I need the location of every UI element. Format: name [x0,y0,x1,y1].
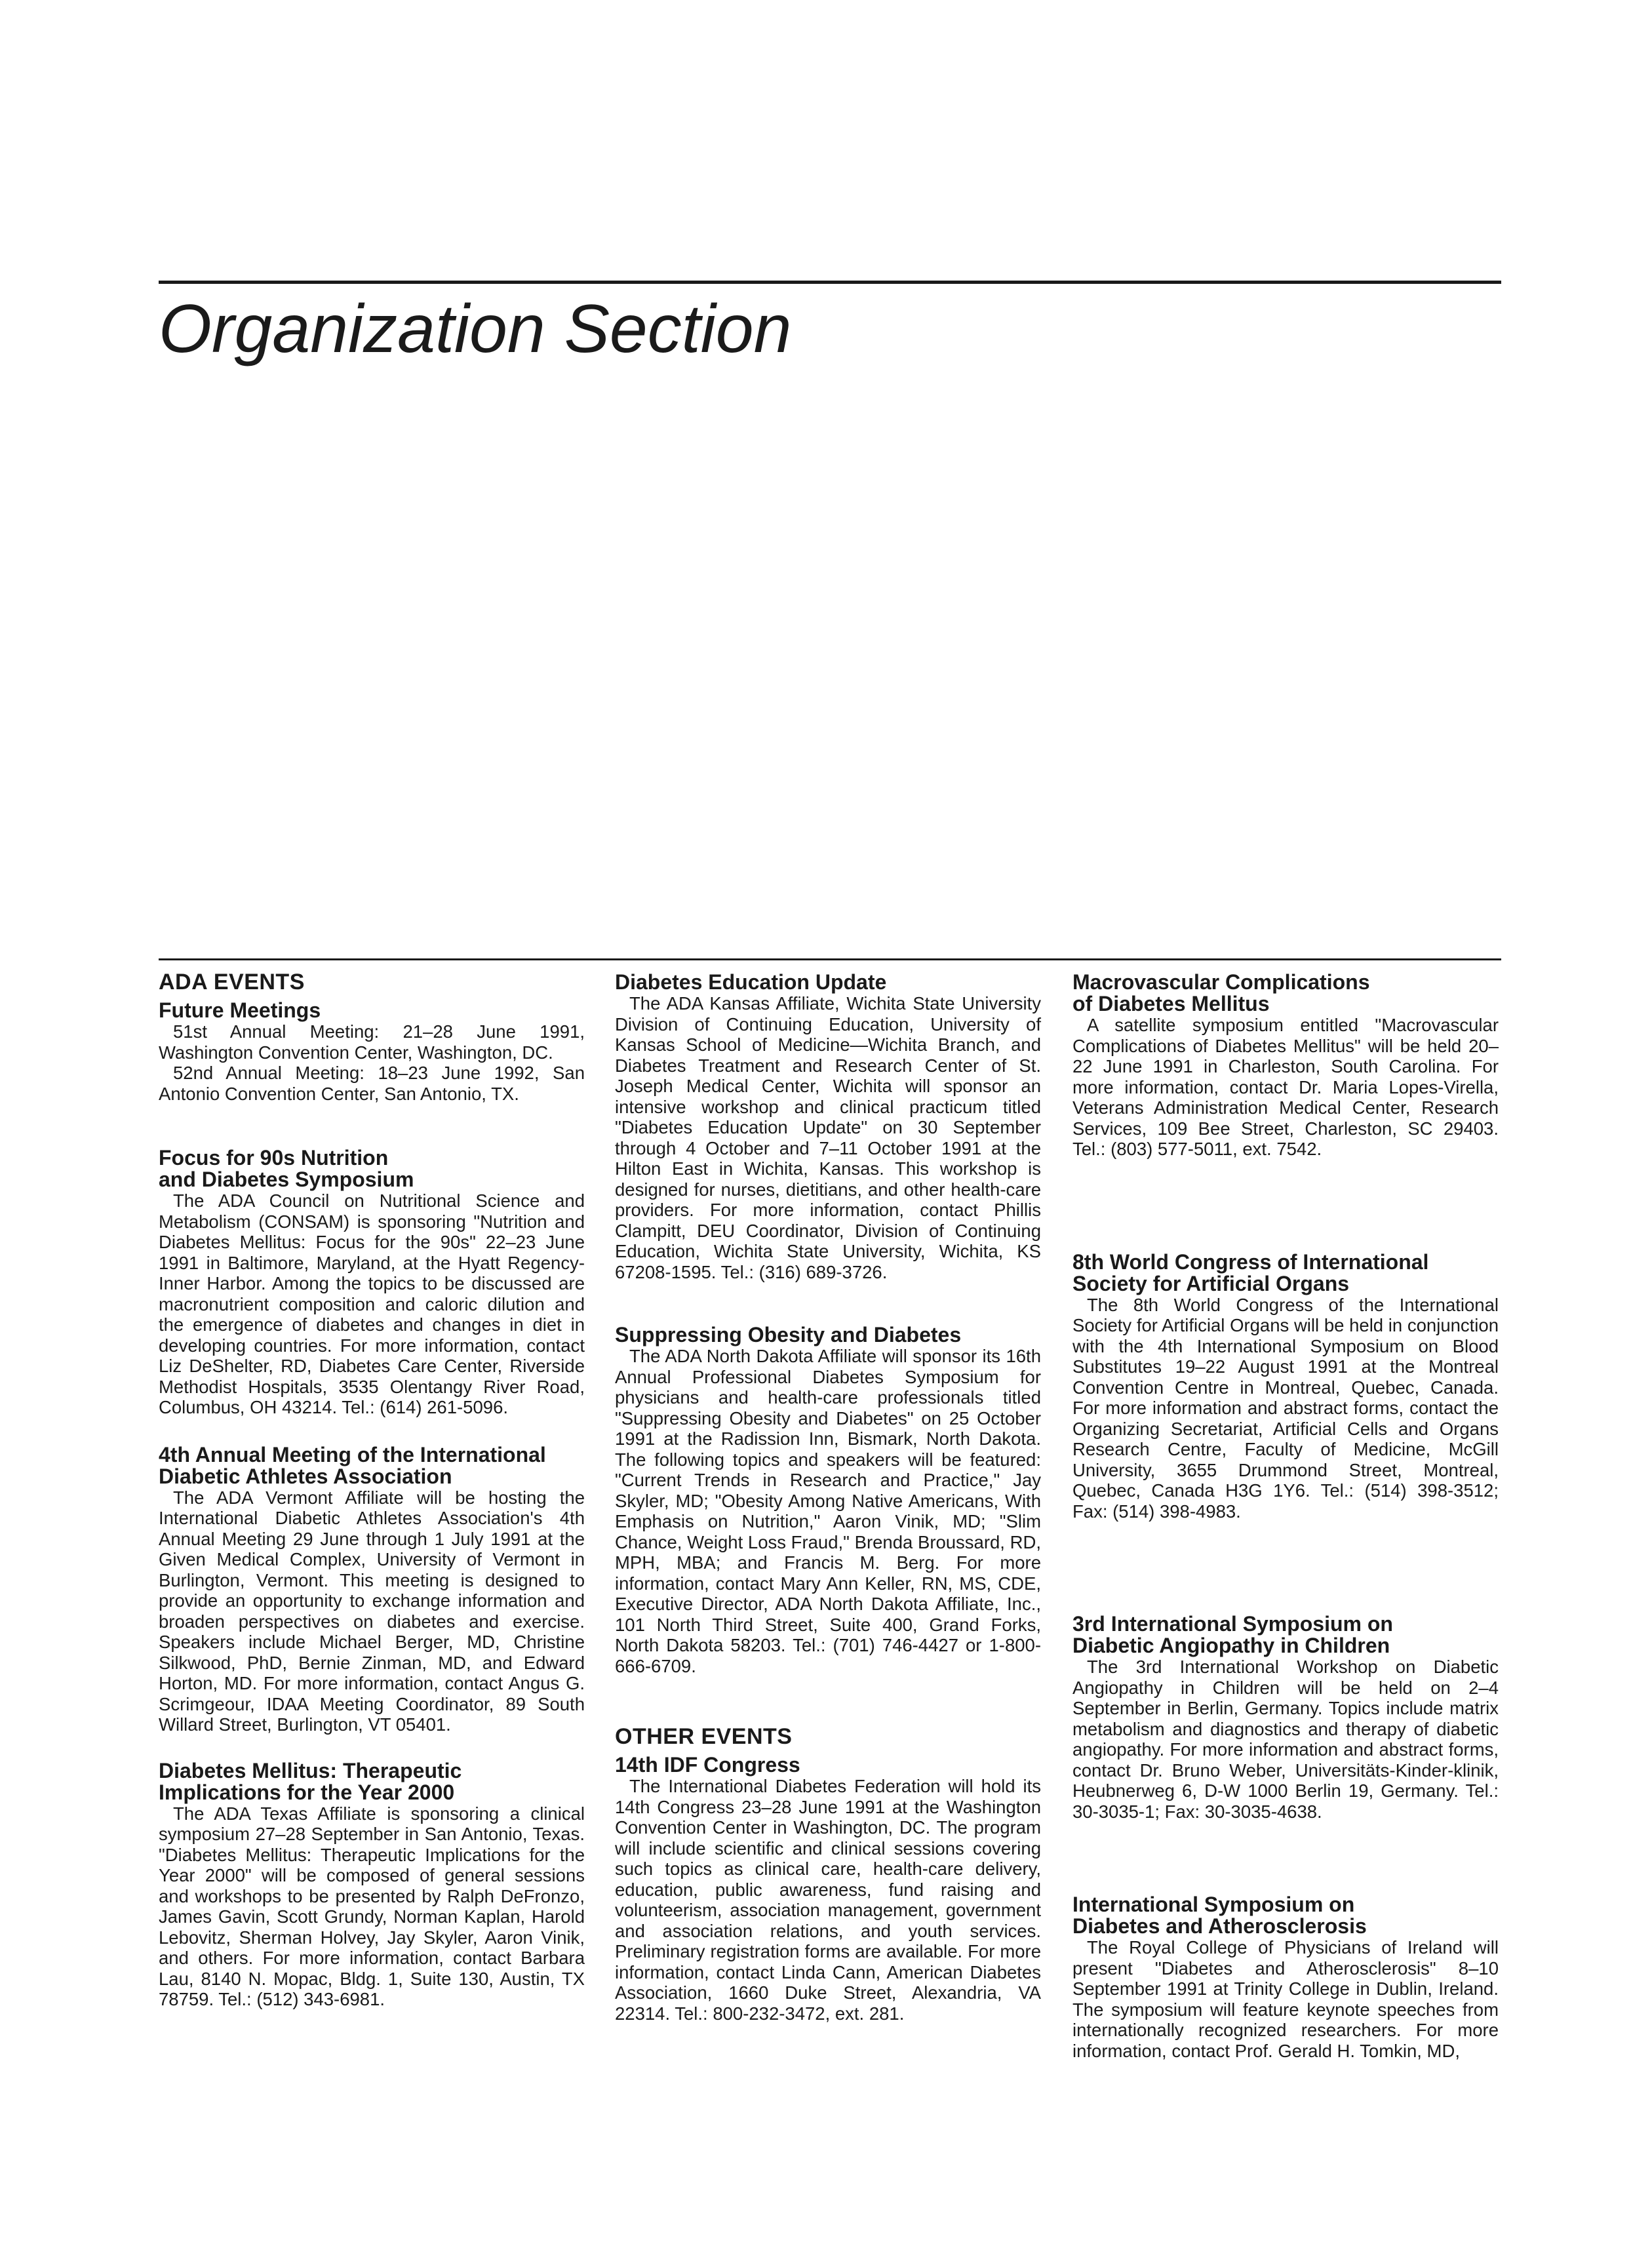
article-heading [159,1147,585,1190]
article-body: The ADA Texas Affiliate is sponsoring a clinical symposium 27–28 September in San Antonio, Texas. "Diabetes Mellitus: Therapeutic Implications for the Year 2000" will be composed of general sessions and workshops to be presented by Ralph DeFronzo, James Gavin, Scott Grundy, Norman Kaplan, Harold Lebovitz, Sherman Holvey, Jay Skyler, Aaron Vinik, and others. For more information, contact Barbara Lau, 8140 N. Mopac, Bldg. 1, Suite 130, Austin, TX 78759. Tel.: (512) 343-6981. [159,1803,585,2009]
article-heading: Diabetes Education Update [615,970,887,994]
article-macrovascular-complications [1072,972,1499,1160]
article-heading [1072,972,1499,1015]
article-heading-line: of Diabetes Mellitus [1072,992,1270,1015]
article-body: 52nd Annual Meeting: 18–23 June 1992, San Antonio Convention Center, San Antonio, TX. [159,1063,585,1104]
article-body: 51st Annual Meeting: 21–28 June 1991, Washington Convention Center, Washington, DC. [159,1021,585,1063]
article-heading [159,1444,585,1487]
article-focus-90s-nutrition [159,1147,585,1418]
article-artificial-organs [1072,1251,1499,1522]
article-body: The ADA North Dakota Affiliate will sponsor its 16th Annual Professional Diabetes Symposium for physicians and health-care professionals titled "Suppressing Obesity and Diabetes" on 25 October 1991 at the Radission Inn, Bismark, North Dakota. The following topics and speakers will be featured: "Current Trends in Research and Practice," Jay Skyler, MD; "Obesity Among Native Americans, With Emphasis on Nutrition," Aaron Vinik, MD; "Slim Chance, Weight Loss Fraud," Brenda Broussard, RD, MPH, MBA; and Francis M. Berg. For more information, contact Mary Ann Keller, RN, MS, CDE, Executive Director, ADA North Dakota Affiliate, Inc., 101 North Third Street, Suite 400, Grand Forks, North Dakota 58203. Tel.: (701) 746-4427 or 1-800-666-6709. [615,1346,1041,1676]
article-body: The ADA Council on Nutritional Science and Metabolism (CONSAM) is sponsoring "Nutrition and Diabetes Mellitus: Focus for the 90s" 22–23 June 1991 in Baltimore, Maryland, at the Hyatt Regency-Inner Harbor. Among the topics to be discussed are macronutrient composition and caloric dilution and the emergence of diabetes and changes in diet in developing countries. For more information, contact Liz DeShelter, RD, Diabetes Care Center, Riverside Methodist Hospitals, 3535 Olentangy River Road, Columbus, OH 43214. Tel.: (614) 261-5096. [159,1190,585,1417]
article-body: The 3rd International Workshop on Diabetic Angiopathy in Children will be held on 2–4 September in Berlin, Germany. Topics include matrix metabolism and diagnostics and therapy of diabetic angiopathy. For more information and abstract forms, contact Dr. Bruno Weber, Universitäts-Kinder-klinik, Heubnerweg 6, D-W 1000 Berlin 19, Germany. Tel.: 30-3035-1; Fax: 30-3035-4638. [1072,1657,1499,1822]
section-rule [159,958,1501,960]
article-body: The International Diabetes Federation will hold its 14th Congress 23–28 June 1991 at the Washington Convention Center in Washington, DC. The program will include scientific and clinical sessions covering such topics as clinical care, health-care delivery, education, public awareness, fund raising and volunteerism, association management, government and association relations, and youth services. Preliminary registration forms are available. For more information, contact Linda Cann, American Diabetes Association, 1660 Duke Street, Alexandria, VA 22314. Tel.: 800-232-3472, ext. 281. [615,1776,1041,2024]
article-heading-line: Diabetic Angiopathy in Children [1072,1634,1390,1657]
column-2 [615,972,1041,2024]
ada-events-heading: ADA EVENTS [159,970,305,994]
article-body: A satellite symposium entitled "Macrovascular Complications of Diabetes Mellitus" will be held 20–22 June 1991 in Charleston, South Carolina. For more information, contact Dr. Maria Lopes-Virella, Veterans Administration Medical Center, Research Services, 109 Bee Street, Charleston, SC 29403. Tel.: (803) 577-5011, ext. 7542. [1072,1015,1499,1159]
article-diabetic-angiopathy [1072,1613,1499,1822]
article-heading [1072,1251,1499,1295]
article-heading-line: and Diabetes Symposium [159,1168,414,1191]
column-3 [1072,972,1499,2061]
article-heading-line: Implications for the Year 2000 [159,1780,455,1804]
column-1 [159,972,585,2010]
article-heading-line: Society for Artificial Organs [1072,1271,1350,1295]
article-diabetic-athletes [159,1444,585,1735]
article-heading: 14th IDF Congress [615,1753,800,1777]
article-future-meetings [159,1000,585,1104]
article-body: The 8th World Congress of the International Society for Artificial Organs will be held in conjunction with the 4th International Symposium on Blood Substitutes 19–22 August 1991 at the Montreal Convention Centre in Montreal, Quebec, Canada. For more information and abstract forms, contact the Organizing Secretariat, Artificial Cells and Organs Research Centre, Faculty of Medicine, McGill University, 3655 Drummond Street, Montreal, Quebec, Canada H3G 1Y6. Tel.: (514) 398-3512; Fax: (514) 398-4983. [1072,1294,1499,1522]
article-body: The ADA Kansas Affiliate, Wichita State University Division of Continuing Education, University of Kansas School of Medicine—Wichita Branch, and Diabetes Treatment and Research Center of St. Joseph Medical Center, Wichita will sponsor an intensive workshop and clinical practicum titled "Diabetes Education Update" on 30 September through 4 October and 7–11 October 1991 at the Hilton East in Wichita, Kansas. This workshop is designed for nurses, dietitians, and other health-care providers. For more information, contact Phillis Clampitt, DEU Coordinator, Division of Continuing Education, Wichita State University, Wichita, KS 67208-1595. Tel.: (316) 689-3726. [615,993,1041,1282]
article-diabetes-education-update [615,972,1041,1282]
article-heading-line: 4th Annual Meeting of the International [159,1442,546,1466]
article-therapeutic-implications [159,1760,585,2010]
article-body: The ADA Vermont Affiliate will be hosting the International Diabetic Athletes Association's 4th Annual Meeting 29 June through 1 July 1991 at the Given Medical Complex, University of Vermont in Burlington, Vermont. This meeting is designed to provide an opportunity to exchange information and broaden perspectives on diabetes and exercise. Speakers include Michael Berger, MD, Christine Silkwood, PhD, Bernie Zinman, MD, and Edward Horton, MD. For more information, contact Angus G. Scrimgeour, IDAA Meeting Coordinator, 89 South Willard Street, Burlington, VT 05401. [159,1487,585,1735]
article-suppressing-obesity [615,1324,1041,1676]
article-heading-line: International Symposium on [1072,1893,1355,1916]
article-heading-line: 8th World Congress of International [1072,1249,1429,1274]
article-heading-line: Focus for 90s Nutrition [159,1146,389,1170]
other-events-section [615,1726,1041,2024]
article-heading-line: Macrovascular Complications [1072,970,1370,994]
article-heading-line: Diabetic Athletes Association [159,1464,452,1488]
top-rule [159,281,1501,284]
article-heading-line: 3rd International Symposium on [1072,1612,1393,1636]
article-heading [1072,1613,1499,1657]
article-heading [159,1760,585,1803]
article-body: The Royal College of Physicians of Ireland will present "Diabetes and Atherosclerosis" 8–10 September 1991 at Trinity College in Dublin, Ireland. The symposium will feature keynote speeches from internationally recognized researchers. For more information, contact Prof. Gerald H. Tomkin, MD, [1072,1937,1499,2061]
article-diabetes-atherosclerosis [1072,1894,1499,2061]
article-heading: Future Meetings [159,998,321,1022]
article-heading [1072,1894,1499,1937]
article-heading: Suppressing Obesity and Diabetes [615,1323,962,1347]
other-events-heading: OTHER EVENTS [615,1724,793,1749]
page-title: Organization Section [159,291,792,367]
article-heading-line: Diabetes and Atherosclerosis [1072,1914,1367,1938]
article-heading-line: Diabetes Mellitus: Therapeutic [159,1758,462,1782]
